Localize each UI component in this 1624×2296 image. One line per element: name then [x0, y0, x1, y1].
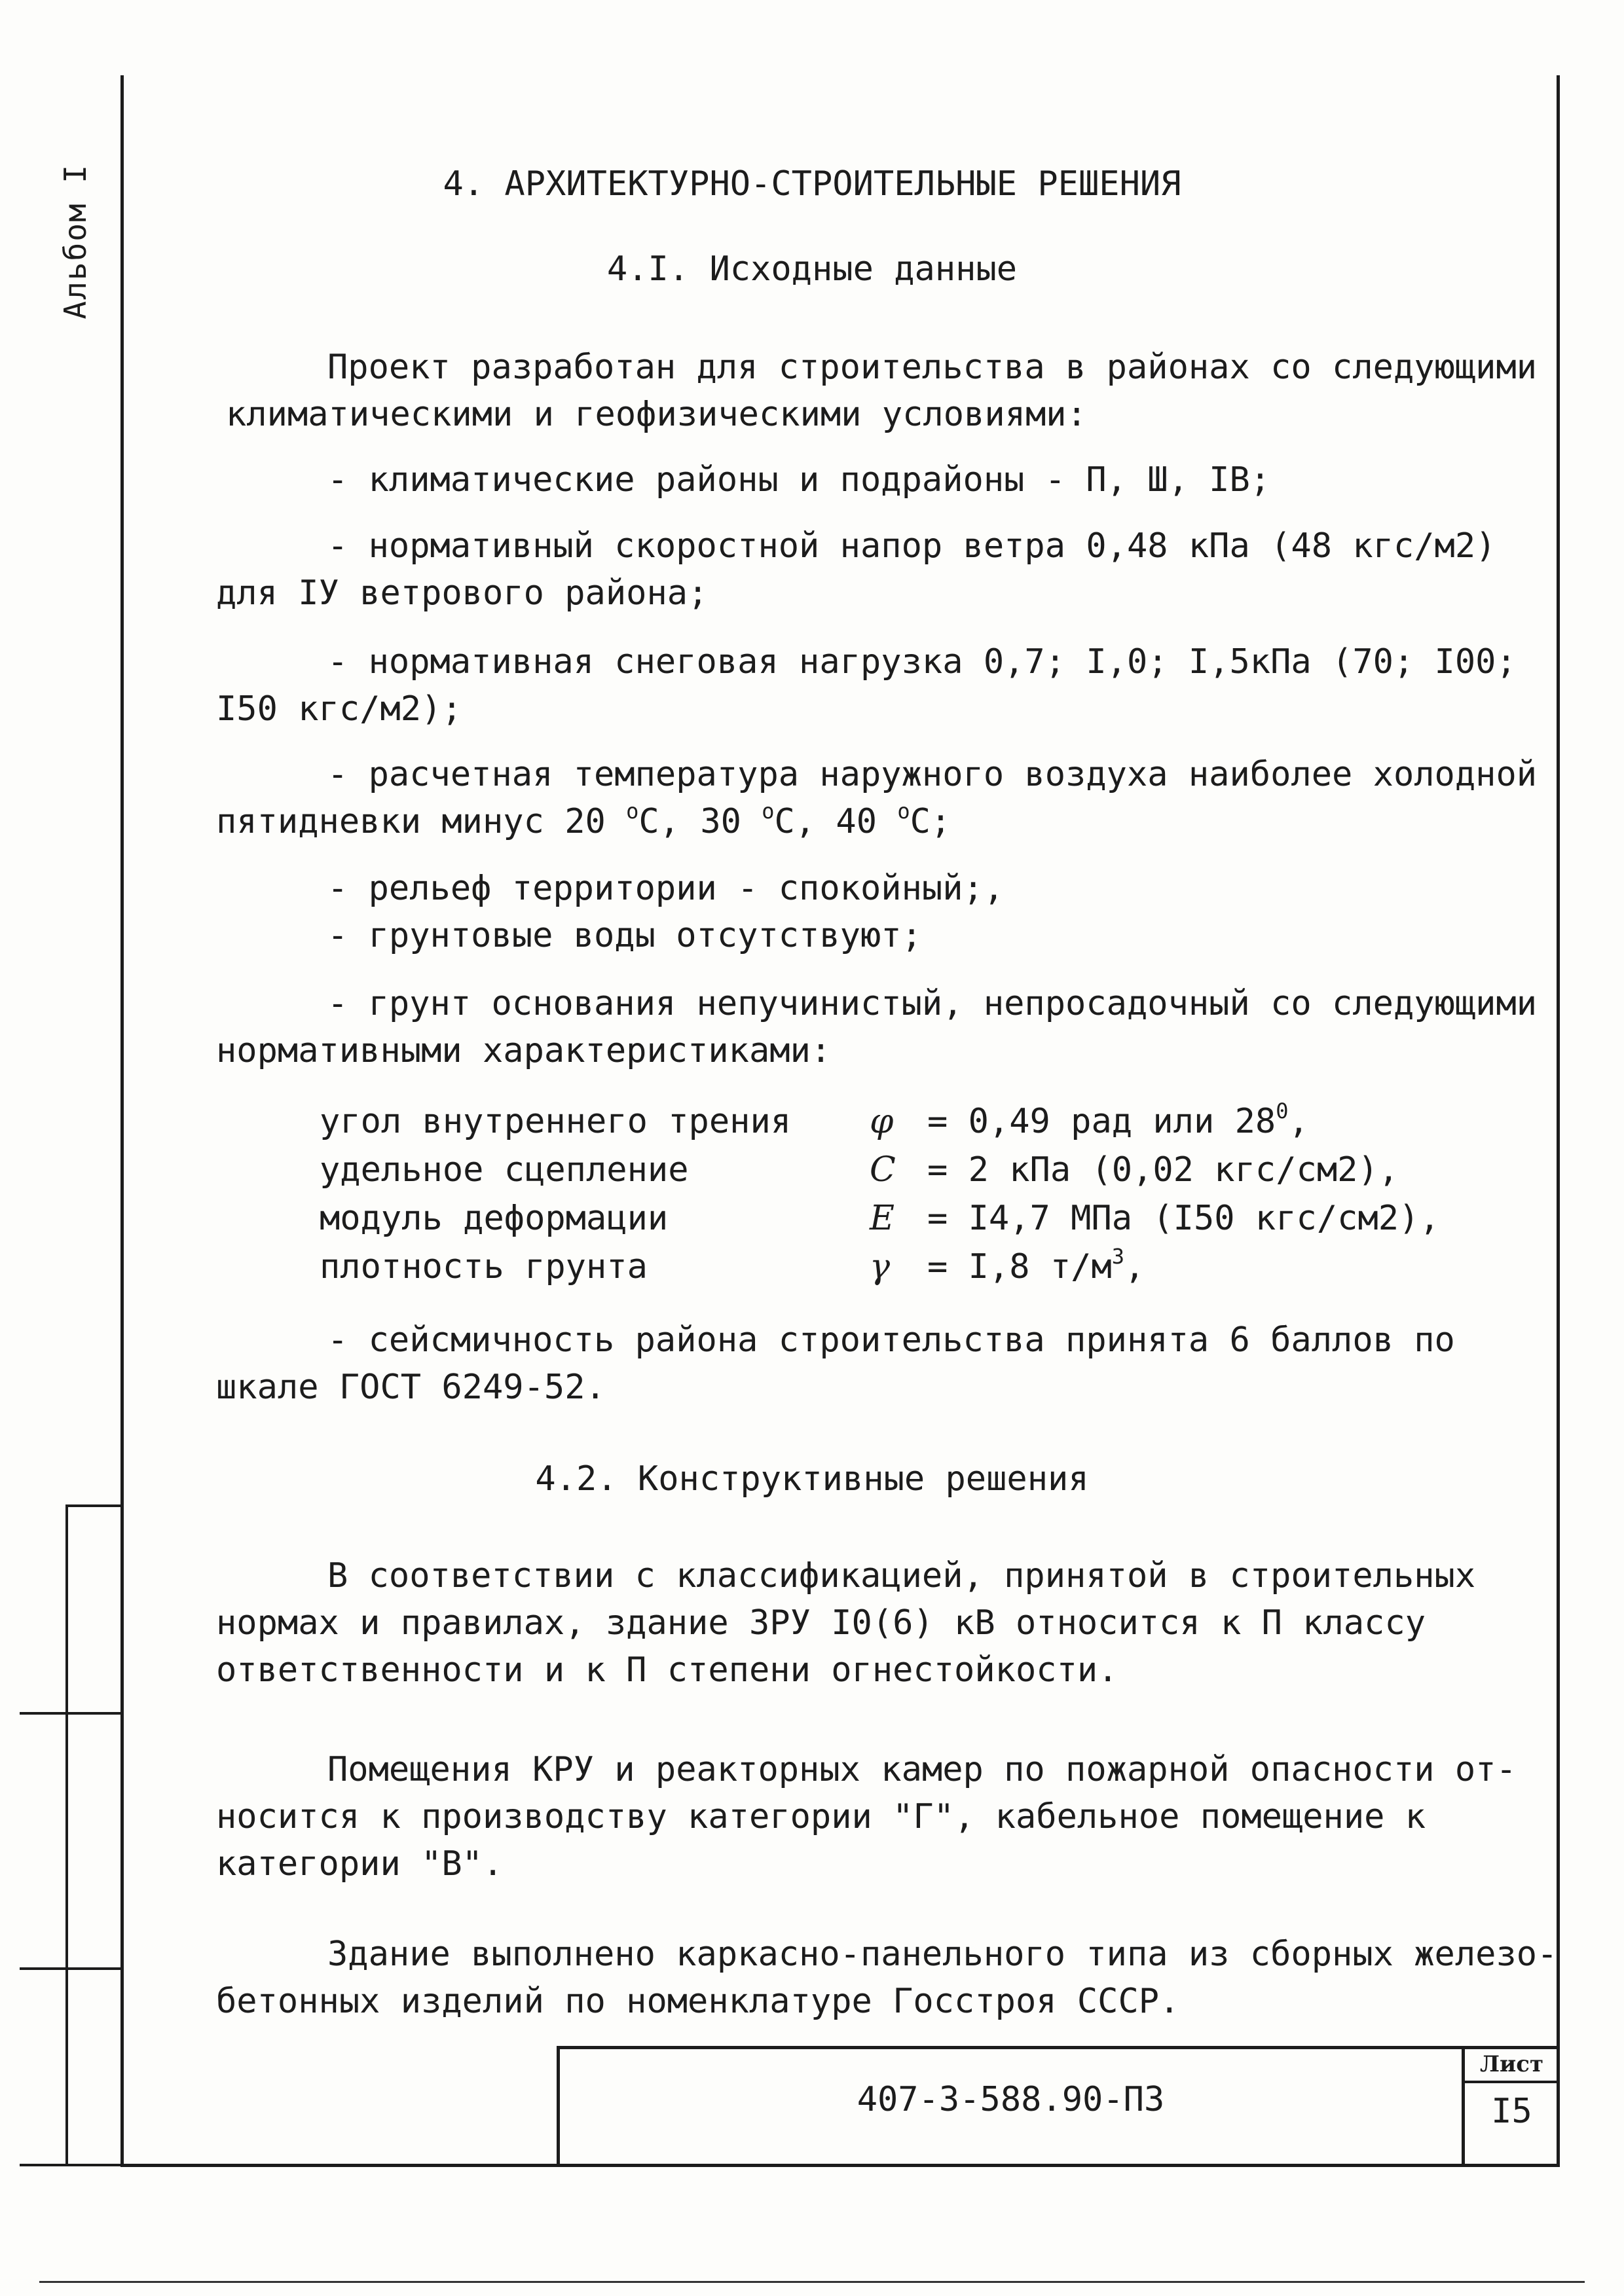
frame-right-border — [1557, 75, 1560, 2167]
structural-paragraph-line: ответственности и к П степени огнестойкости. — [216, 1650, 1118, 1690]
phi-symbol: φ — [870, 1102, 894, 1141]
degree-sign: о — [762, 799, 775, 824]
seismic-condition: - сейсмичность района строительства принята 6 баллов по — [327, 1321, 1455, 1360]
album-side-label: Альбом I — [58, 164, 93, 319]
c-symbol: C — [870, 1150, 896, 1190]
snow-condition: I50 кгс/м2); — [216, 689, 462, 729]
document-code: 407-3-588.90-ПЗ — [857, 2080, 1165, 2119]
stamp-top-border — [557, 2046, 1559, 2049]
temperature-condition: - расчетная температура наружного воздуха наиболее холодной — [327, 755, 1538, 794]
section-title: 4. АРХИТЕКТУРНО-СТРОИТЕЛЬНЫЕ РЕШЕНИЯ — [443, 164, 1181, 204]
soil-condition: нормативными характеристиками: — [216, 1031, 832, 1070]
binding-strip-base — [20, 2164, 123, 2166]
soil-condition: - грунт основания непучинистый, непросадочный со следующими — [327, 984, 1538, 1023]
structural-paragraph-line: бетонных изделий по номенклатуре Госстроя СССР. — [216, 1982, 1180, 2021]
stamp-sheet-label-divider — [1462, 2081, 1559, 2083]
climate-condition: - климатические районы и подрайоны - П, Ш, IВ; — [327, 460, 1271, 500]
structural-paragraph-line: нормах и правилах, здание ЗРУ I0(6) кВ относится к П классу — [216, 1603, 1426, 1643]
temperature-condition: пятидневки минус 20 $^о$С, 30 $^о$С, 40 $^о$С; — [216, 799, 951, 841]
soil-property-row: плотность грунта γ = I,8 $т/м^3$, — [320, 1243, 1440, 1291]
subsection-title: 4.2. Конструктивные решения — [535, 1459, 1089, 1499]
structural-paragraph-line: В соответствии с классификацией, принятой в строительных — [327, 1556, 1476, 1595]
binding-strip-divider — [20, 1967, 123, 1970]
binding-strip-line — [65, 1506, 68, 2164]
structural-paragraph-line: категории "В". — [216, 1844, 504, 1884]
sheet-label: Лист — [1479, 2051, 1544, 2077]
relief-condition: - рельеф территории - спокойный;, — [327, 869, 1005, 908]
soil-property-row: модуль деформации E = I4,7 МПа (I50 кгс/см2), — [320, 1194, 1440, 1243]
structural-paragraph-line: носится к производству категории "Г", кабельное помещение к — [216, 1797, 1426, 1836]
frame-bottom-border — [120, 2164, 1560, 2167]
soil-properties-table — [320, 1097, 1440, 1291]
seismic-condition: шкале ГОСТ 6249-52. — [216, 1368, 606, 1407]
soil-property-row: угол внутреннего трения φ = 0,49 рад или $28^0$, — [320, 1097, 1440, 1146]
sheet-number: I5 — [1491, 2092, 1532, 2131]
degree-sign: о — [626, 799, 639, 824]
intro-line: Проект разработан для строительства в районах со следующими — [327, 348, 1538, 387]
structural-paragraph-line: Помещения КРУ и реакторных камер по пожарной опасности от- — [327, 1750, 1517, 1789]
wind-condition: для IУ ветрового района; — [216, 574, 709, 613]
structural-paragraph-line: Здание выполнено каркасно-панельного типа из сборных железо- — [327, 1935, 1558, 1974]
snow-condition: - нормативная снеговая нагрузка 0,7; I,0; I,5кПа (70; I00; — [327, 642, 1517, 682]
binding-strip-divider — [20, 1712, 123, 1715]
wind-condition: - нормативный скоростной напор ветра 0,48 кПа (48 кгс/м2) — [327, 526, 1496, 566]
e-symbol: E — [870, 1199, 895, 1238]
groundwater-condition: - грунтовые воды отсутствуют; — [327, 916, 922, 955]
page-bottom-rule — [39, 2281, 1585, 2283]
degree-sign: о — [897, 799, 910, 824]
soil-property-row: удельное сцепление C = 2 кПа (0,02 кгс/см2), — [320, 1146, 1440, 1194]
frame-left-border — [120, 75, 124, 2167]
binding-strip-top — [65, 1504, 123, 1507]
intro-line: климатическими и геофизическими условиями: — [226, 395, 1087, 434]
subsection-title: 4.I. Исходные данные — [606, 249, 1018, 289]
gamma-symbol: γ — [870, 1247, 891, 1286]
